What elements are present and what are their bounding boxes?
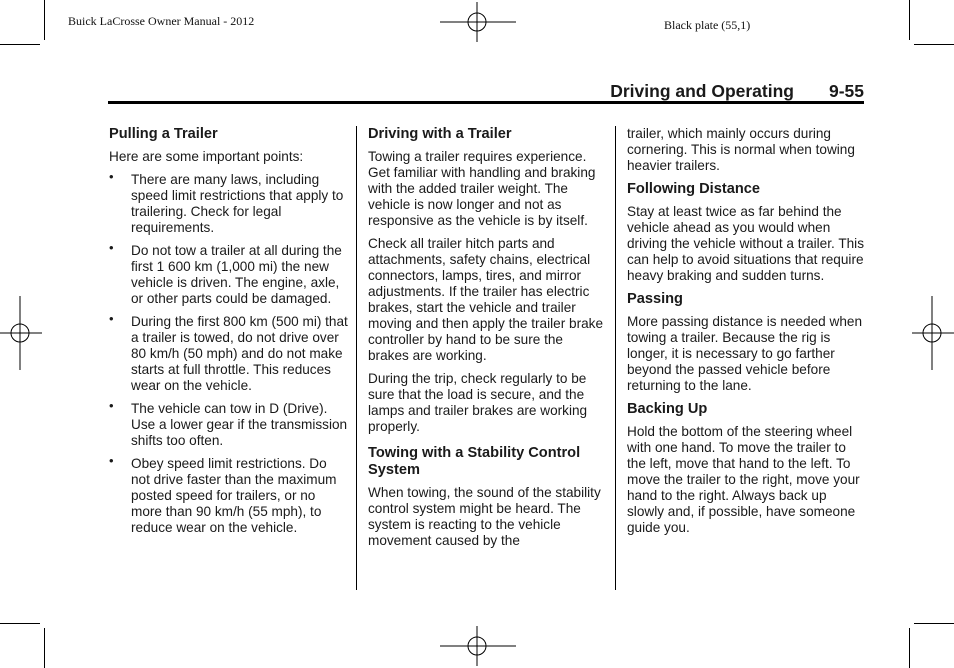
paragraph: More passing distance is needed when towing a trailer. Because the rig is longer, it is necessary to go farther beyond the passed vehicle before returning to the lane. (627, 314, 863, 393)
slug-left: Buick LaCrosse Owner Manual - 2012 (68, 14, 255, 28)
bullet-icon: • (109, 240, 114, 255)
crop-mark (44, 628, 45, 668)
bullet-icon: • (109, 169, 114, 184)
paragraph: When towing, the sound of the stability control system might be heard. The system is reacting to the vehicle movement caused by the (368, 485, 601, 548)
paragraph-continued: trailer, which mainly occurs during cornering. This is normal when towing heavier trailers. (627, 126, 855, 173)
crop-mark (0, 44, 40, 45)
crop-mark (44, 0, 45, 40)
column-divider (615, 126, 616, 590)
header-rule (108, 101, 864, 104)
bullet-text: Do not tow a trailer at all during the first 1 600 km (1,000 mi) the new vehicle is driven. The engine, axle, or other parts could be damaged. (131, 243, 342, 306)
paragraph: Stay at least twice as far behind the vehicle ahead as you would when driving the vehicle without a trailer. This can help to avoid situations that require heavy braking and sudden turns. (627, 204, 865, 283)
paragraph: Check all trailer hitch parts and attachments, safety chains, electrical connectors, lamps, tires, and mirror adjustments. If the trailer has electric brakes, start the vehicle and trailer moving and then apply the trailer brake controller by hand to be sure the brakes are working. (368, 236, 604, 363)
paragraph: During the trip, check regularly to be sure that the load is secure, and the lamps and trailer brakes are working properly. (368, 371, 588, 434)
bullet-list (109, 169, 349, 536)
paragraph: Hold the bottom of the steering wheel with one hand. To move the trailer to the left, move that hand to the left. To move the trailer to the right, move your hand to the right. Always back up slowly and, if possible, have someone guide you. (627, 424, 860, 535)
running-header (108, 81, 864, 101)
paragraph: Towing a trailer requires experience. Get familiar with handling and braking with the added trailer weight. The vehicle is now longer and not as responsive as the vehicle is by itself. (368, 149, 596, 228)
registration-mark-icon (0, 296, 42, 370)
section-title: Driving and Operating (610, 81, 794, 101)
column-divider (356, 126, 357, 590)
registration-mark-icon (440, 626, 516, 666)
list-item (109, 169, 349, 236)
bullet-text: During the first 800 km (500 mi) that a trailer is towed, do not drive over 80 km/h (50 mph) and do not make starts at full throttle. This reduces wear on the vehicle. (131, 314, 348, 393)
slug-right: Black plate (55,1) (664, 18, 751, 32)
bullet-icon: • (109, 398, 114, 413)
bullet-text: Obey speed limit restrictions. Do not drive faster than the maximum posted speed for trailers, or no more than 90 km/h (55 mph), to reduce wear on the vehicle. (131, 456, 337, 535)
heading-stability-control: Towing with a Stability Control System (368, 445, 581, 478)
list-item (109, 311, 349, 394)
crop-mark (0, 623, 40, 624)
crop-mark (914, 623, 954, 624)
registration-mark-icon (912, 296, 954, 370)
heading-backing-up: Backing Up (627, 401, 708, 417)
crop-mark (909, 0, 910, 40)
crop-mark (909, 628, 910, 668)
bullet-text: There are many laws, including speed limit restrictions that apply to trailering. Check for legal requirements. (131, 172, 344, 235)
column-3 (627, 126, 865, 543)
heading-passing: Passing (627, 291, 683, 307)
page-number: 9-55 (828, 81, 864, 101)
list-item (109, 453, 349, 536)
registration-mark-icon (440, 2, 516, 42)
list-item (109, 398, 349, 449)
column-2 (368, 126, 606, 556)
crop-mark (914, 44, 954, 45)
list-item (109, 240, 349, 307)
heading-following-distance: Following Distance (627, 181, 760, 197)
heading-driving-with-a-trailer: Driving with a Trailer (368, 126, 512, 142)
bullet-text: The vehicle can tow in D (Drive). Use a lower gear if the transmission shifts too often. (131, 401, 348, 448)
intro-text: Here are some important points: (109, 149, 304, 164)
heading-pulling-a-trailer: Pulling a Trailer (109, 126, 218, 142)
bullet-icon: • (109, 453, 114, 468)
bullet-icon: • (109, 311, 114, 326)
column-1 (109, 126, 349, 543)
